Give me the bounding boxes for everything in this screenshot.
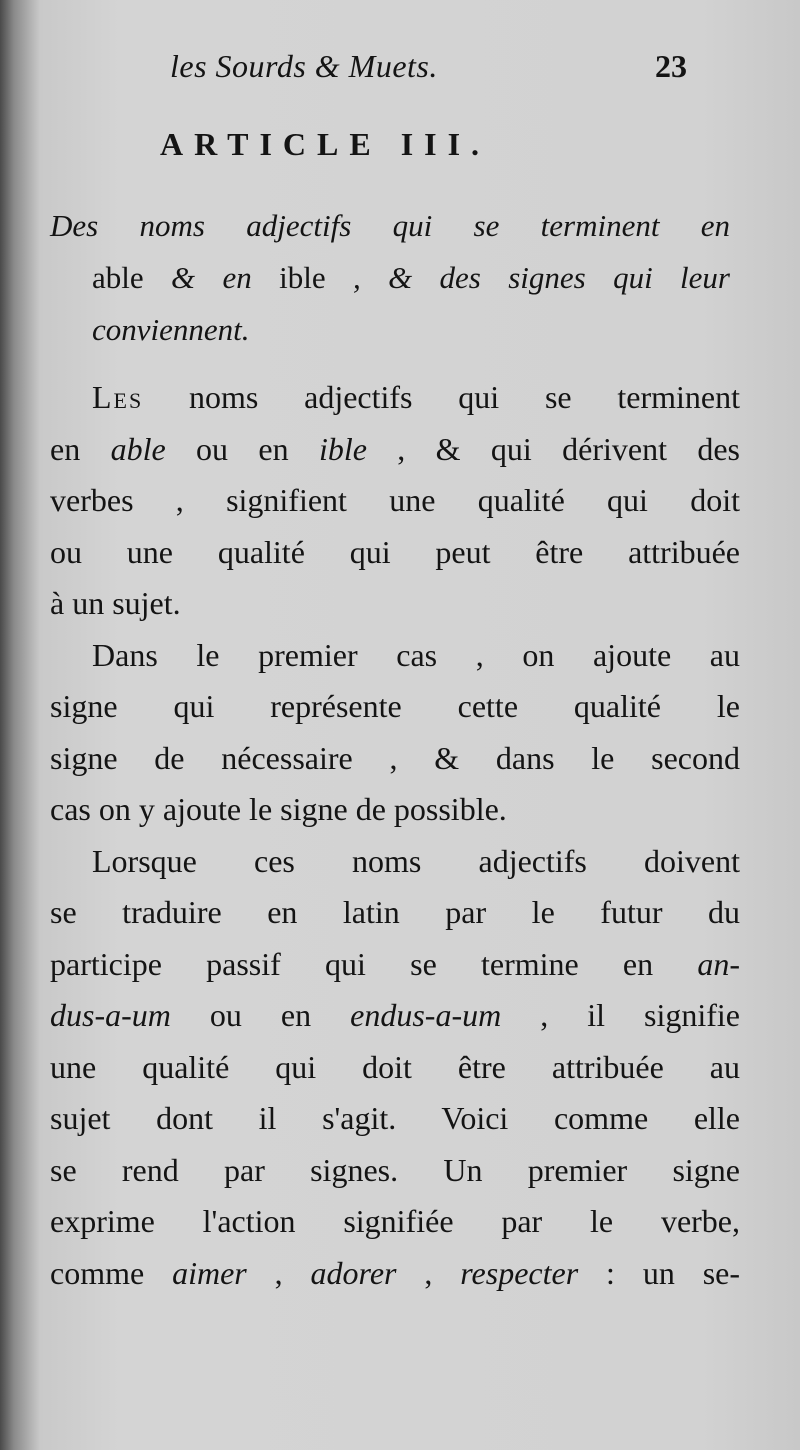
text-run: noms adjectifs qui se terminent [143,379,740,415]
subtitle-text: ible [279,260,326,295]
text-line: sujet dont il s'agit. Voici comme elle [50,1100,740,1136]
text-run: en [50,430,111,467]
text-line: exprime l'action signifiée par le verbe, [50,1203,740,1239]
text-run: ou en [170,997,351,1033]
text-run: , il signifie [501,997,741,1033]
text-line: signe de nécessaire , & dans le second [50,739,740,776]
text-line: se traduire en latin par le futur du [50,894,740,930]
text-run: , & qui dérivent des [366,430,740,467]
text-run: , [396,1254,461,1291]
subtitle-line [50,252,730,304]
text-line: à un sujet. [50,585,181,621]
text-line [50,424,740,476]
text-line [50,1248,740,1300]
running-title: les Sourds & Muets. [170,48,438,84]
text-run: ou en [165,430,319,467]
page-number: 23 [655,48,687,84]
text-line [50,372,740,424]
text-line: signe qui représente cette qualité le [50,688,740,724]
text-run: adorer [310,1254,397,1291]
text-run: dus-a-um [50,997,171,1033]
subtitle-text: able [92,260,144,295]
text-run: respecter [460,1254,579,1291]
text-line: une qualité qui doit être attribuée au [50,1048,740,1085]
subtitle-line: conviennent. [92,312,250,347]
subtitle-text: & en [143,260,280,295]
article-subtitle [50,200,730,356]
text-run: : un se- [578,1254,741,1291]
text-line: ou une qualité qui peut être attribuée [50,533,740,570]
text-run: able [110,430,166,467]
text-run: an- [697,945,740,982]
text-run: endus-a-um [350,997,502,1033]
text-run: participe passif qui se termine en [50,945,698,982]
text-run: comme [50,1254,173,1291]
subtitle-text: , & des signes qui leur [325,260,730,295]
text-line [50,990,740,1042]
text-line: se rend par signes. Un premier signe [50,1151,740,1188]
subtitle-line: Des noms adjectifs qui se terminent en [50,208,730,243]
page-header [170,48,730,98]
article-heading: ARTICLE III. [160,126,491,162]
text-line [50,939,740,991]
text-run: , [246,1254,311,1291]
text-line: cas on y ajoute le signe de possible. [50,791,507,827]
text-line: verbes , signifient une qualité qui doit [50,482,740,518]
text-run: ible [318,430,367,467]
text-line: Dans le premier cas , on ajoute au [92,636,740,673]
drop-word: Les [92,379,144,415]
text-line: Lorsque ces noms adjectifs doivent [92,842,740,879]
text-run: aimer [172,1254,247,1291]
body-text [50,372,740,1299]
